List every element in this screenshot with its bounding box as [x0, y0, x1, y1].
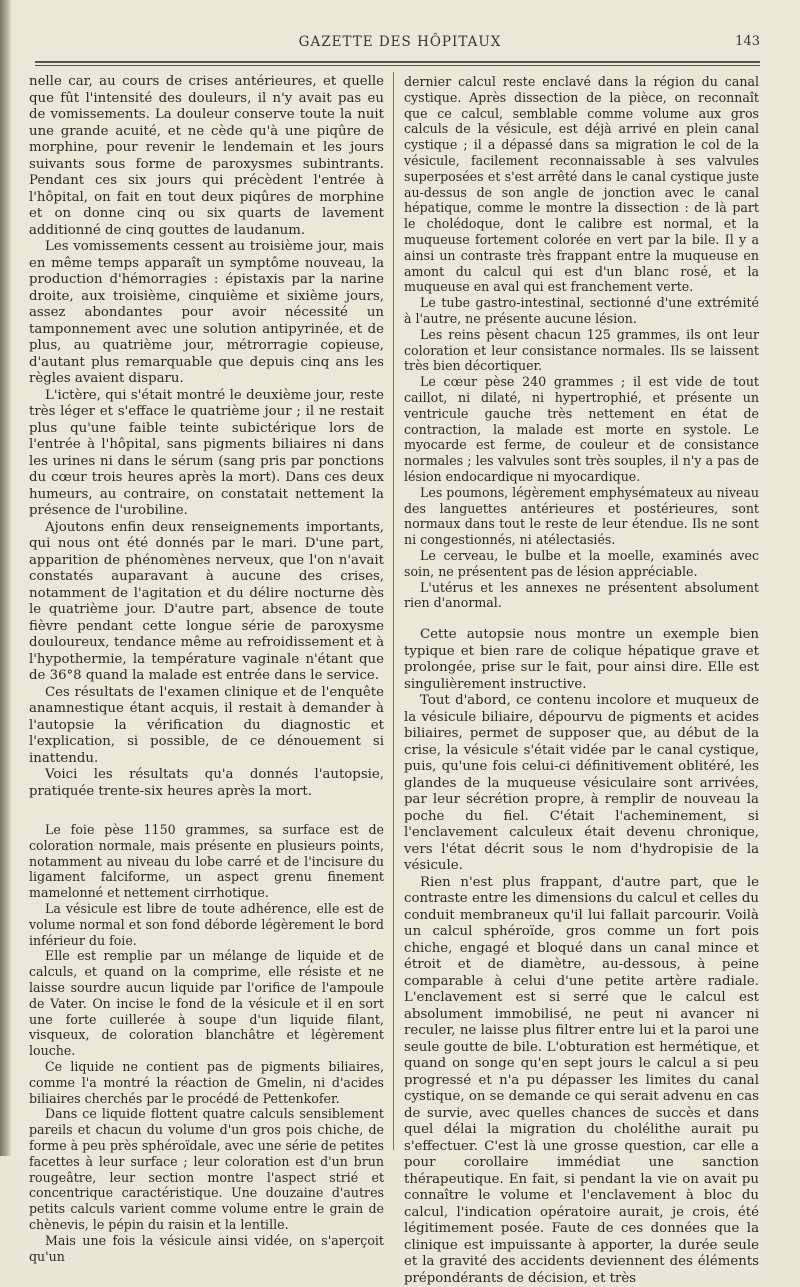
paragraph: Les poumons, légèrement emphysémateux au niveau des languettes antérieures et postérieures, sont normaux dans tout le reste de leur étendue. Ils ne sont ni congestionnés, ni atélectasiés.: [404, 484, 759, 548]
paragraph: Ajoutons enfin deux renseignements importants, qui nous ont été donnés par le mari. D'une part, apparition de phénomènes nerveux, que l'on n'avait constatés auparavant à aucune des crises, notamment de l'agitation et du délire nocturne dès le quatrième jour. D'autre part, absence de toute fièvre pendant cette longue série de paroxysme douloureux, tendance même au refroidissement et à l'hypothermie, la température vaginale n'étant que de 36°8 quand la malade est entrée dans le service.: [29, 519, 384, 683]
paragraph: dernier calcul reste enclavé dans la région du canal cystique. Après dissection de la pièce, on reconnaît que ce calcul, semblable comme volume aux gros calculs de la vésicule, est déjà arrivé en plein canal cystique ; il a dépassé dans sa migration le col de la vésicule, facilement reconnaissable à ses valvules superposées et s'est arrêté dans le canal cystique juste au-dessus de son angle de jonction avec le canal hépatique, comme le montre la dissection : de là part le cholédoque, dont le calibre est normal, et la muqueuse fortement colorée en vert par la bile. Il y a ainsi un contraste très frappant entre la muqueuse en amont du calcul qui est d'un blanc rosé, et la muqueuse en aval qui est franchement verte.: [404, 74, 759, 295]
paragraph: L'ictère, qui s'était montré le deuxième jour, reste très léger et s'efface le quatrième jour ; il ne restait plus qu'une faible teinte subictérique lors de l'entrée à l'hôpital, sans pigments biliaires ni dans les urines ni dans le sérum (sang pris par ponctions du cœur trois heures après la mort). Dans ces deux humeurs, au contraire, on constatait nettement la présence de l'urobiline.: [29, 387, 384, 518]
header-rule-thick: [35, 61, 760, 63]
paragraph: Tout d'abord, ce contenu incolore et muqueux de la vésicule biliaire, dépourvu de pigments et acides biliaires, permet de supposer que, au début de la crise, la vésicule s'était vidée par le canal cystique, puis, qu'une fois celui-ci définitivement oblitéré, les glandes de la muqueuse vésiculaire sont arrivées, par leur sécrétion propre, à remplir de nouveau la poche du fiel. C'était l'acheminement, si l'enclavement calculeux était devenu chronique, vers l'état décrit sous le nom d'hydropisie de la vésicule.: [404, 693, 759, 874]
page-number: 143: [735, 34, 760, 49]
header-rule-thin: [35, 65, 760, 66]
right-column: [404, 74, 759, 1286]
paragraph: Elle est remplie par un mélange de liquide et de calculs, et quand on la comprime, elle résiste et ne laisse sourdre aucun liquide par l'orifice de l'ampoule de Vater. On incise le fond de la vésicule et il en sort une forte cuillerée à soupe d'un liquide filant, visqueux, de coloration blanchâtre et légèrement louche.: [29, 948, 384, 1059]
paragraph: Les reins pèsent chacun 125 grammes, ils ont leur coloration et leur consistance normales. Ils se laissent très bien décortiquer.: [404, 326, 759, 374]
left-column: [29, 74, 384, 1264]
paragraph: nelle car, au cours de crises antérieures, et quelle que fût l'intensité des douleurs, il n'y avait pas eu de vomissements. La douleur conserve toute la nuit une grande acuité, et ne cède qu'à une piqûre de morphine, pour revenir le lendemain et les jours suivants sous forme de paroxysmes subintrants. Pendant ces six jours qui précèdent l'entrée à l'hôpital, on fait en tout deux piqûres de morphine et on donne cinq ou six quarts de lavement additionné de cinq gouttes de laudanum.: [29, 74, 384, 238]
journal-title: GAZETTE DES HÔPITAUX: [298, 34, 502, 50]
paragraph: Mais une fois la vésicule ainsi vidée, on s'aperçoit qu'un: [29, 1232, 384, 1264]
paragraph: Rien n'est plus frappant, d'autre part, que le contraste entre les dimensions du calcul et celles du conduit membraneux qu'il lui fallait parcourir. Voilà un calcul sphéroïde, gros comme un fort pois chiche, engagé et bloqué dans un canal mince et étroit et de diamètre, au-dessous, à peine comparable à celui d'une petite artère radiale. L'enclavement est si serré que le calcul est absolument immobilisé, ne peut ni avancer ni reculer, ne laisse plus filtrer entre lui et la paroi une seule goutte de bile. L'obturation est hermétique, et quand on songe qu'en sept jours le calcul a si peu progressé et n'a pu dépasser les limites du canal cystique, on se demande ce qui serait advenu en cas de survie, avec quelles chances de succès et dans quel délai la migration du cholélithe aurait pu s'effectuer. C'est là une grosse question, car elle a pour corollaire immédiat une sanction thérapeutique. En fait, si pendant la vie on avait pu connaître le volume et l'enclavement à bloc du calcul, l'indication opératoire aurait, je crois, été légitimement posée. Faute de ces données que la clinique est impuissante à apporter, la durée seule et la gravité des accidents deviennent des éléments prépondérants de décision, et très: [404, 874, 759, 1286]
paragraph: Le tube gastro-intestinal, sectionné d'une extrémité à l'autre, ne présente aucune lésion.: [404, 295, 759, 326]
page-binding-edge: [0, 0, 12, 1156]
paragraph: Voici les résultats qu'a donnés l'autopsie, pratiquée trente-six heures après la mort.: [29, 767, 384, 799]
column-divider: [393, 72, 394, 1150]
paragraph: Dans ce liquide flottent quatre calculs sensiblement pareils et chacun du volume d'un gros pois chiche, de forme à peu près sphéroïdale, avec une série de petites facettes à leur surface ; leur coloration est d'un brun rougeâtre, leur section montre l'aspect strié et concentrique caractéristique. Une douzaine d'autres petits calculs varient comme volume entre le grain de chènevis, le pépin du raisin et la lentille.: [29, 1106, 384, 1232]
paragraph: Les vomissements cessent au troisième jour, mais en même temps apparaît un symptôme nouveau, la production d'hémorragies : épistaxis par la narine droite, aux troisième, cinquième et sixième jours, assez abondantes pour avoir nécessité un tamponnement avec une solution antipyrinée, et de plus, au quatrième jour, métrorragie copieuse, d'autant plus remarquable que depuis cinq ans les règles avaient disparu.: [29, 239, 384, 386]
paragraph: L'utérus et les annexes ne présentent absolument rien d'anormal.: [404, 579, 759, 611]
paragraph: La vésicule est libre de toute adhérence, elle est de volume normal et son fond déborde légèrement le bord inférieur du foie.: [29, 900, 384, 948]
paragraph: Ces résultats de l'examen clinique et de l'enquête anamnestique étant acquis, il restait à demander à l'autopsie la vérification du diagnostic et l'explication, si possible, de ce dénouement si inattendu.: [29, 684, 384, 766]
paragraph: Le cœur pèse 240 grammes ; il est vide de tout caillot, ni dilaté, ni hypertrophié, et présente un ventricule gauche très nettement en état de contraction, la malade est morte en systole. Le myocarde est ferme, de couleur et de consistance normales ; les valvules sont très souples, il n'y a pas de lésion endocardique ni myocardique.: [404, 374, 759, 484]
page-header: [40, 34, 760, 54]
paragraph: Le foie pèse 1150 grammes, sa surface est de coloration normale, mais présente en plusieurs points, notamment au niveau du lobe carré et de l'incisure du ligament falciforme, un aspect grenu finement mamelonné et nettement cirrhotique.: [29, 822, 384, 901]
paragraph: Ce liquide ne contient pas de pigments biliaires, comme l'a montré la réaction de Gmelin, ni d'acides biliaires cherchés par le procédé de Pettenkofer.: [29, 1058, 384, 1106]
paragraph: Cette autopsie nous montre un exemple bien typique et bien rare de colique hépatique grave et prolongée, prise sur le fait, pour ainsi dire. Elle est singulièrement instructive.: [404, 627, 759, 692]
paragraph: Le cerveau, le bulbe et la moelle, examinés avec soin, ne présentent pas de lésion appréciable.: [404, 547, 759, 579]
